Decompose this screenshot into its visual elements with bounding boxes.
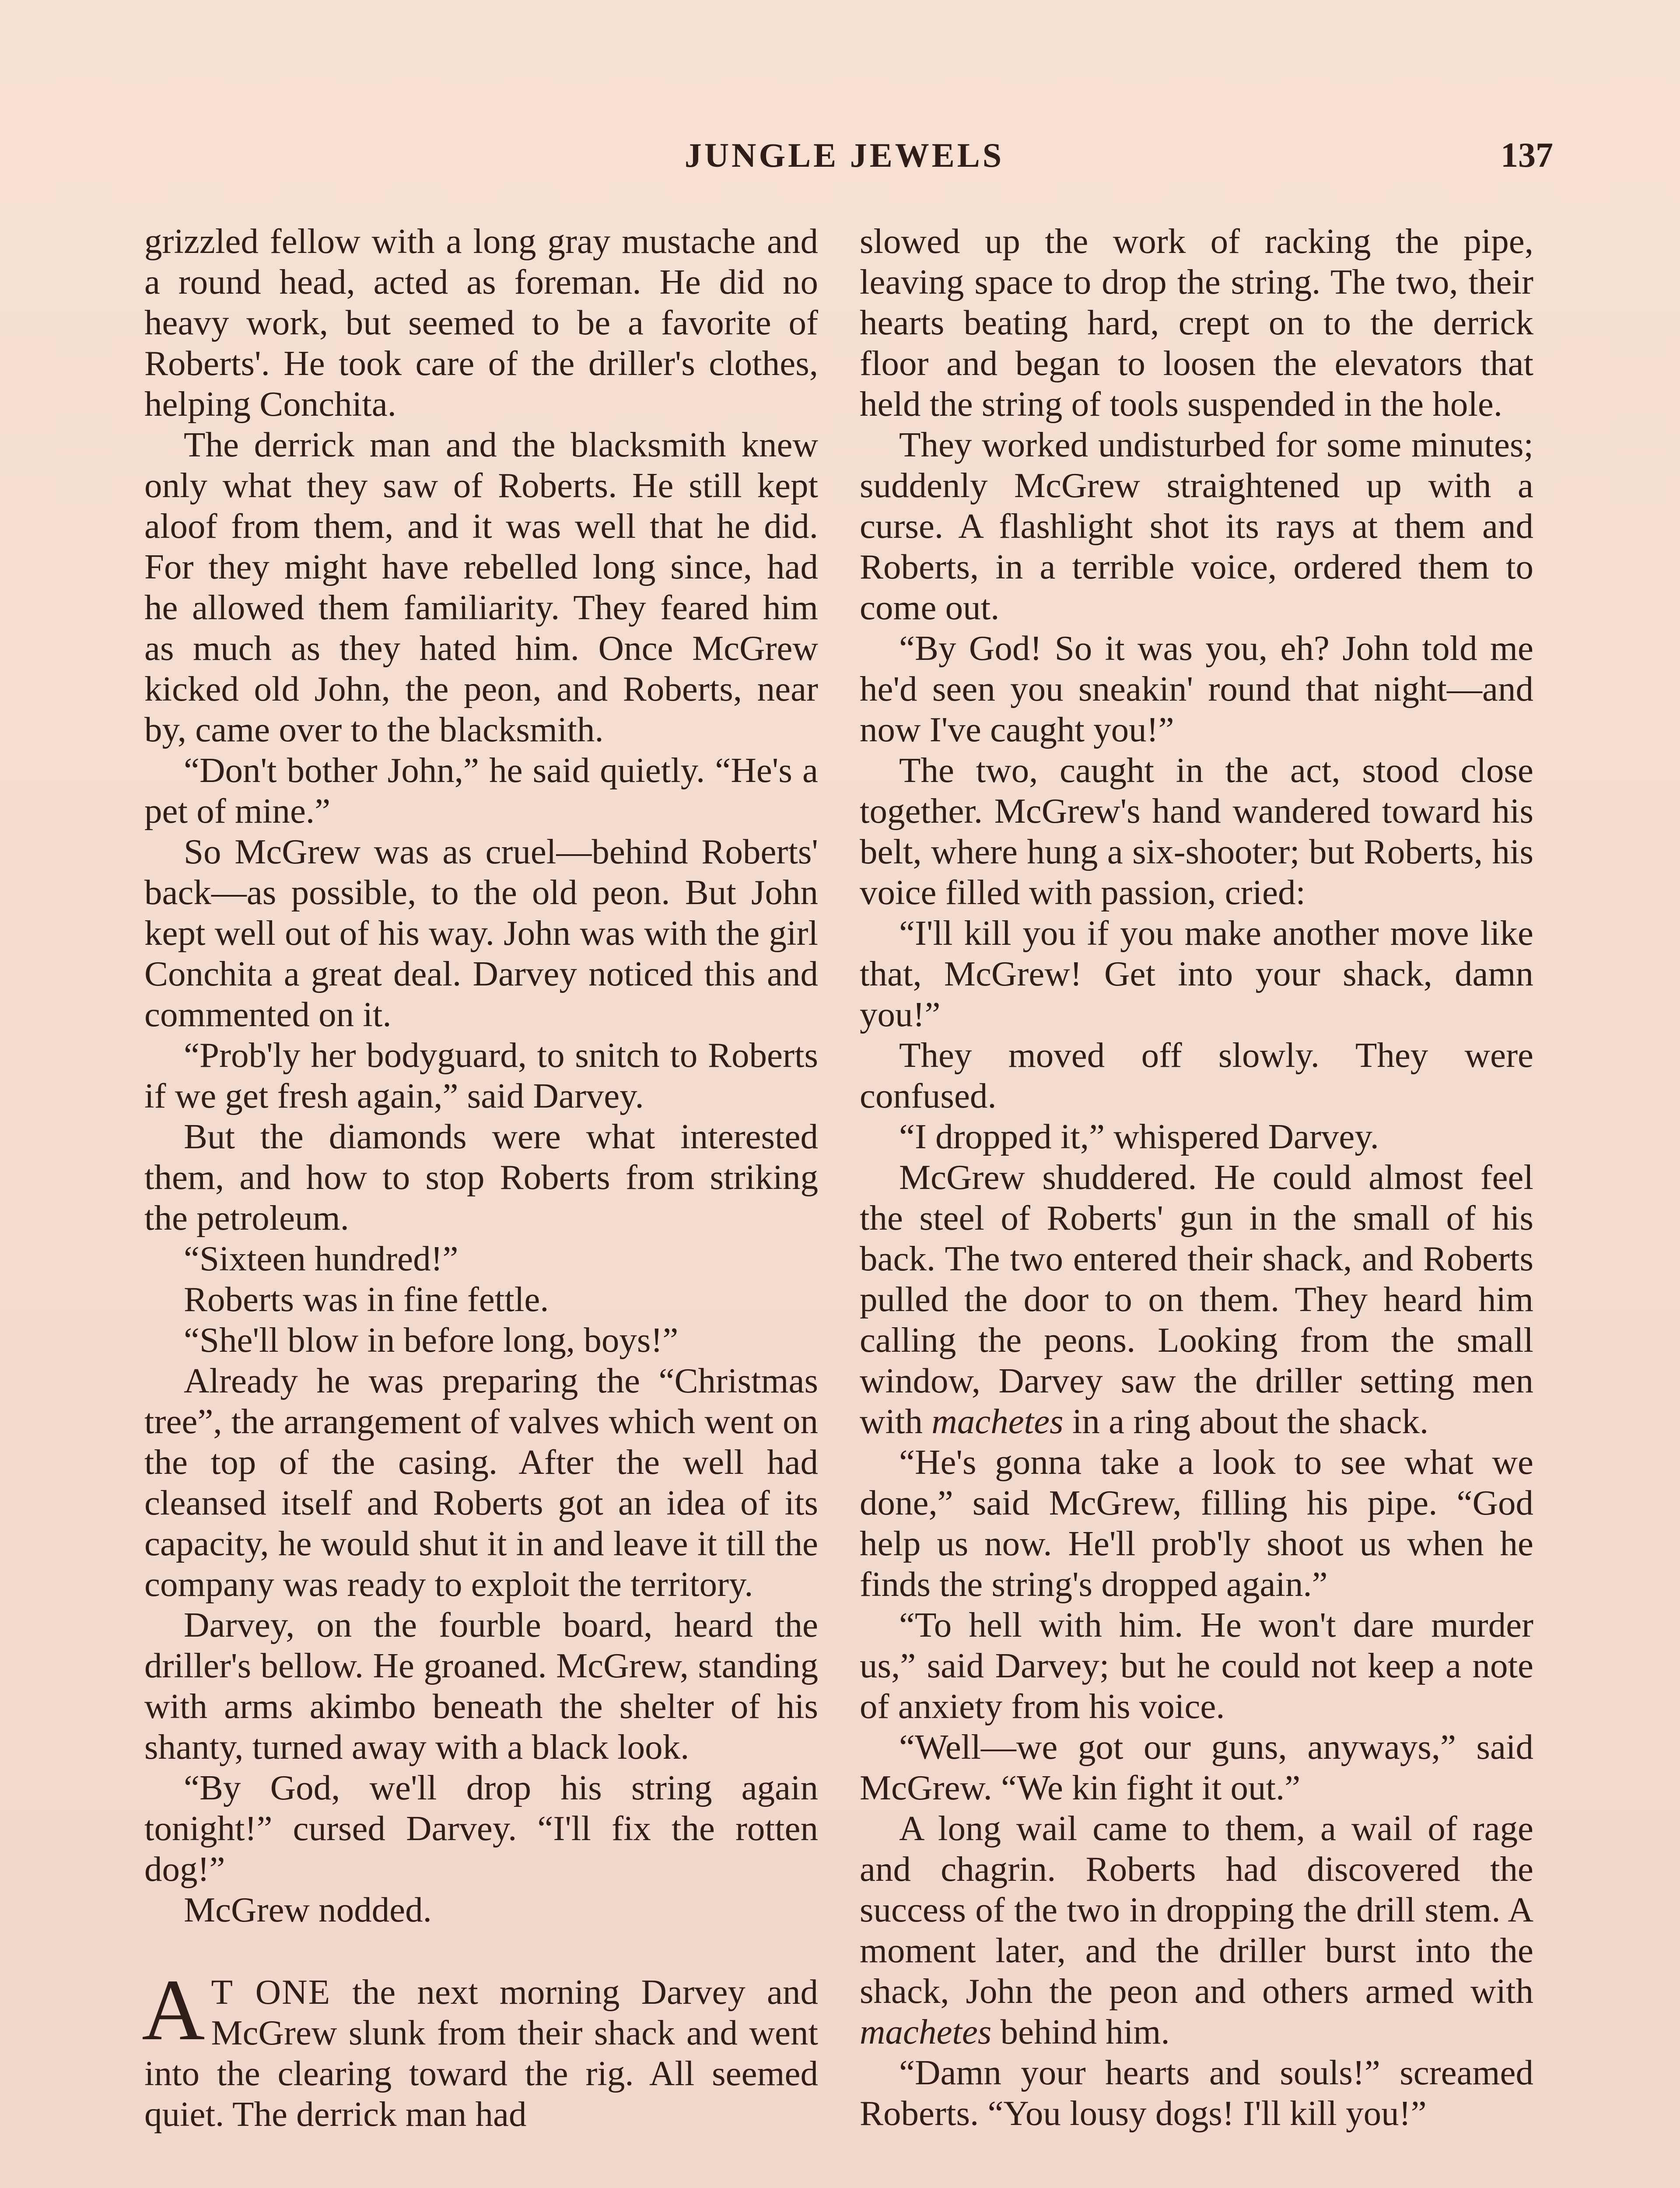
paragraph: “By God, we'll drop his string again tonight!” cursed Darvey. “I'll fix the rotten dog!”: [144, 1768, 818, 1889]
paragraph: “I'll kill you if you make another move like that, McGrew! Get into your shack, damn you!”: [860, 913, 1533, 1034]
paragraph: “Damn your hearts and souls!” screamed Roberts. “You lousy dogs! I'll kill you!”: [860, 2053, 1533, 2133]
paragraph: The two, caught in the act, stood close together. McGrew's hand wandered toward his belt, where hung a six-shooter; but Roberts, his voice filled with passion, cried:: [860, 750, 1533, 912]
paragraph: “Sixteen hundred!”: [184, 1239, 458, 1278]
paragraph: So McGrew was as cruel—behind Roberts' back—as possible, to the old peon. But John kept well out of his way. John was with the girl Conchita a great deal. Darvey noticed this and commented on it.: [144, 832, 818, 1034]
paragraph: Roberts was in fine fettle.: [184, 1280, 549, 1319]
paragraph: slowed up the work of racking the pipe, leaving space to drop the string. The two, their hearts beating hard, crept on to the derrick floor and began to loosen the elevators that held the string of tools suspended in the hole.: [860, 221, 1533, 424]
paragraph: “By God! So it was you, eh? John told me he'd seen you sneakin' round that night—and now I've caught you!”: [860, 628, 1533, 749]
paragraph: The derrick man and the blacksmith knew only what they saw of Roberts. He still kept aloof from them, and it was well that he did. For they might have rebelled long since, had he allowed them familiarity. They feared him as much as they hated him. Once McGrew kicked old John, the peon, and Roberts, near by, came over to the blacksmith.: [144, 425, 818, 749]
paragraph: “She'll blow in before long, boys!”: [184, 1320, 679, 1360]
paragraph: McGrew nodded.: [184, 1890, 432, 1929]
running-title: JUNGLE JEWELS: [684, 136, 1004, 174]
paragraph: “Well—we got our guns, anyways,” said McGrew. “We kin fight it out.”: [860, 1727, 1533, 1807]
page-number: 137: [1501, 136, 1553, 175]
section-text: the next morning Darvey and McGrew slunk from their shack and went into the clearing toward the rig. All seemed quiet. The derrick man had: [144, 1972, 819, 2134]
paragraph: “To hell with him. He won't dare murder us,” said Darvey; but he could not keep a note of anxiety from his voice.: [860, 1605, 1533, 1726]
paragraph: grizzled fellow with a long gray mustache and a round head, acted as foreman. He did no heavy work, but seemed to be a favorite of Roberts'. He took care of the driller's clothes, helping Conchita.: [144, 221, 818, 424]
running-head: [149, 127, 1553, 179]
paragraph: McGrew shuddered. He could almost feel the steel of Roberts' gun in the small of his back. The two entered their shack, and Roberts pulled the door to on them. They heard him calling the peons. Looking from the small window, Darvey saw the driller setting men with machetes in a ring about the shack.: [860, 1157, 1533, 1441]
paragraph: “Don't bother John,” he said quietly. “He's a pet of mine.”: [144, 750, 818, 831]
section-lead-words: T ONE: [211, 1972, 331, 2012]
paragraph: “He's gonna take a look to see what we done,” said McGrew, filling his pipe. “God help us now. He'll prob'ly shoot us when he finds the string's dropped again.”: [860, 1442, 1533, 1604]
paragraph: They moved off slowly. They were confused.: [860, 1035, 1533, 1115]
paragraph: “I dropped it,” whispered Darvey.: [899, 1117, 1379, 1156]
paragraph: Already he was preparing the “Christmas tree”, the arrangement of valves which went on the top of the casing. After the well had cleansed itself and Roberts got an idea of its capacity, he would shut it in and leave it till the company was ready to exploit the territory.: [144, 1361, 818, 1604]
drop-cap: A: [142, 1962, 205, 2058]
right-column: [860, 221, 1533, 2134]
section-opening-paragraph: [142, 1962, 819, 2135]
paragraph: Darvey, on the fourble board, heard the driller's bellow. He groaned. McGrew, standing with arms akimbo beneath the shelter of his shanty, turned away with a black look.: [144, 1605, 818, 1767]
left-column: [144, 221, 818, 2135]
paragraph: But the diamonds were what interested them, and how to stop Roberts from striking the petroleum.: [144, 1117, 818, 1238]
paragraph: They worked undisturbed for some minutes; suddenly McGrew straightened up with a curse. A flashlight shot its rays at them and Roberts, in a terrible voice, ordered them to come out.: [860, 425, 1533, 627]
paragraph: “Prob'ly her bodyguard, to snitch to Roberts if we get fresh again,” said Darvey.: [144, 1035, 818, 1115]
paragraph: A long wail came to them, a wail of rage and chagrin. Roberts had discovered the success of the two in dropping the drill stem. A moment later, and the driller burst into the shack, John the peon and others armed with machetes behind him.: [860, 1809, 1533, 2051]
